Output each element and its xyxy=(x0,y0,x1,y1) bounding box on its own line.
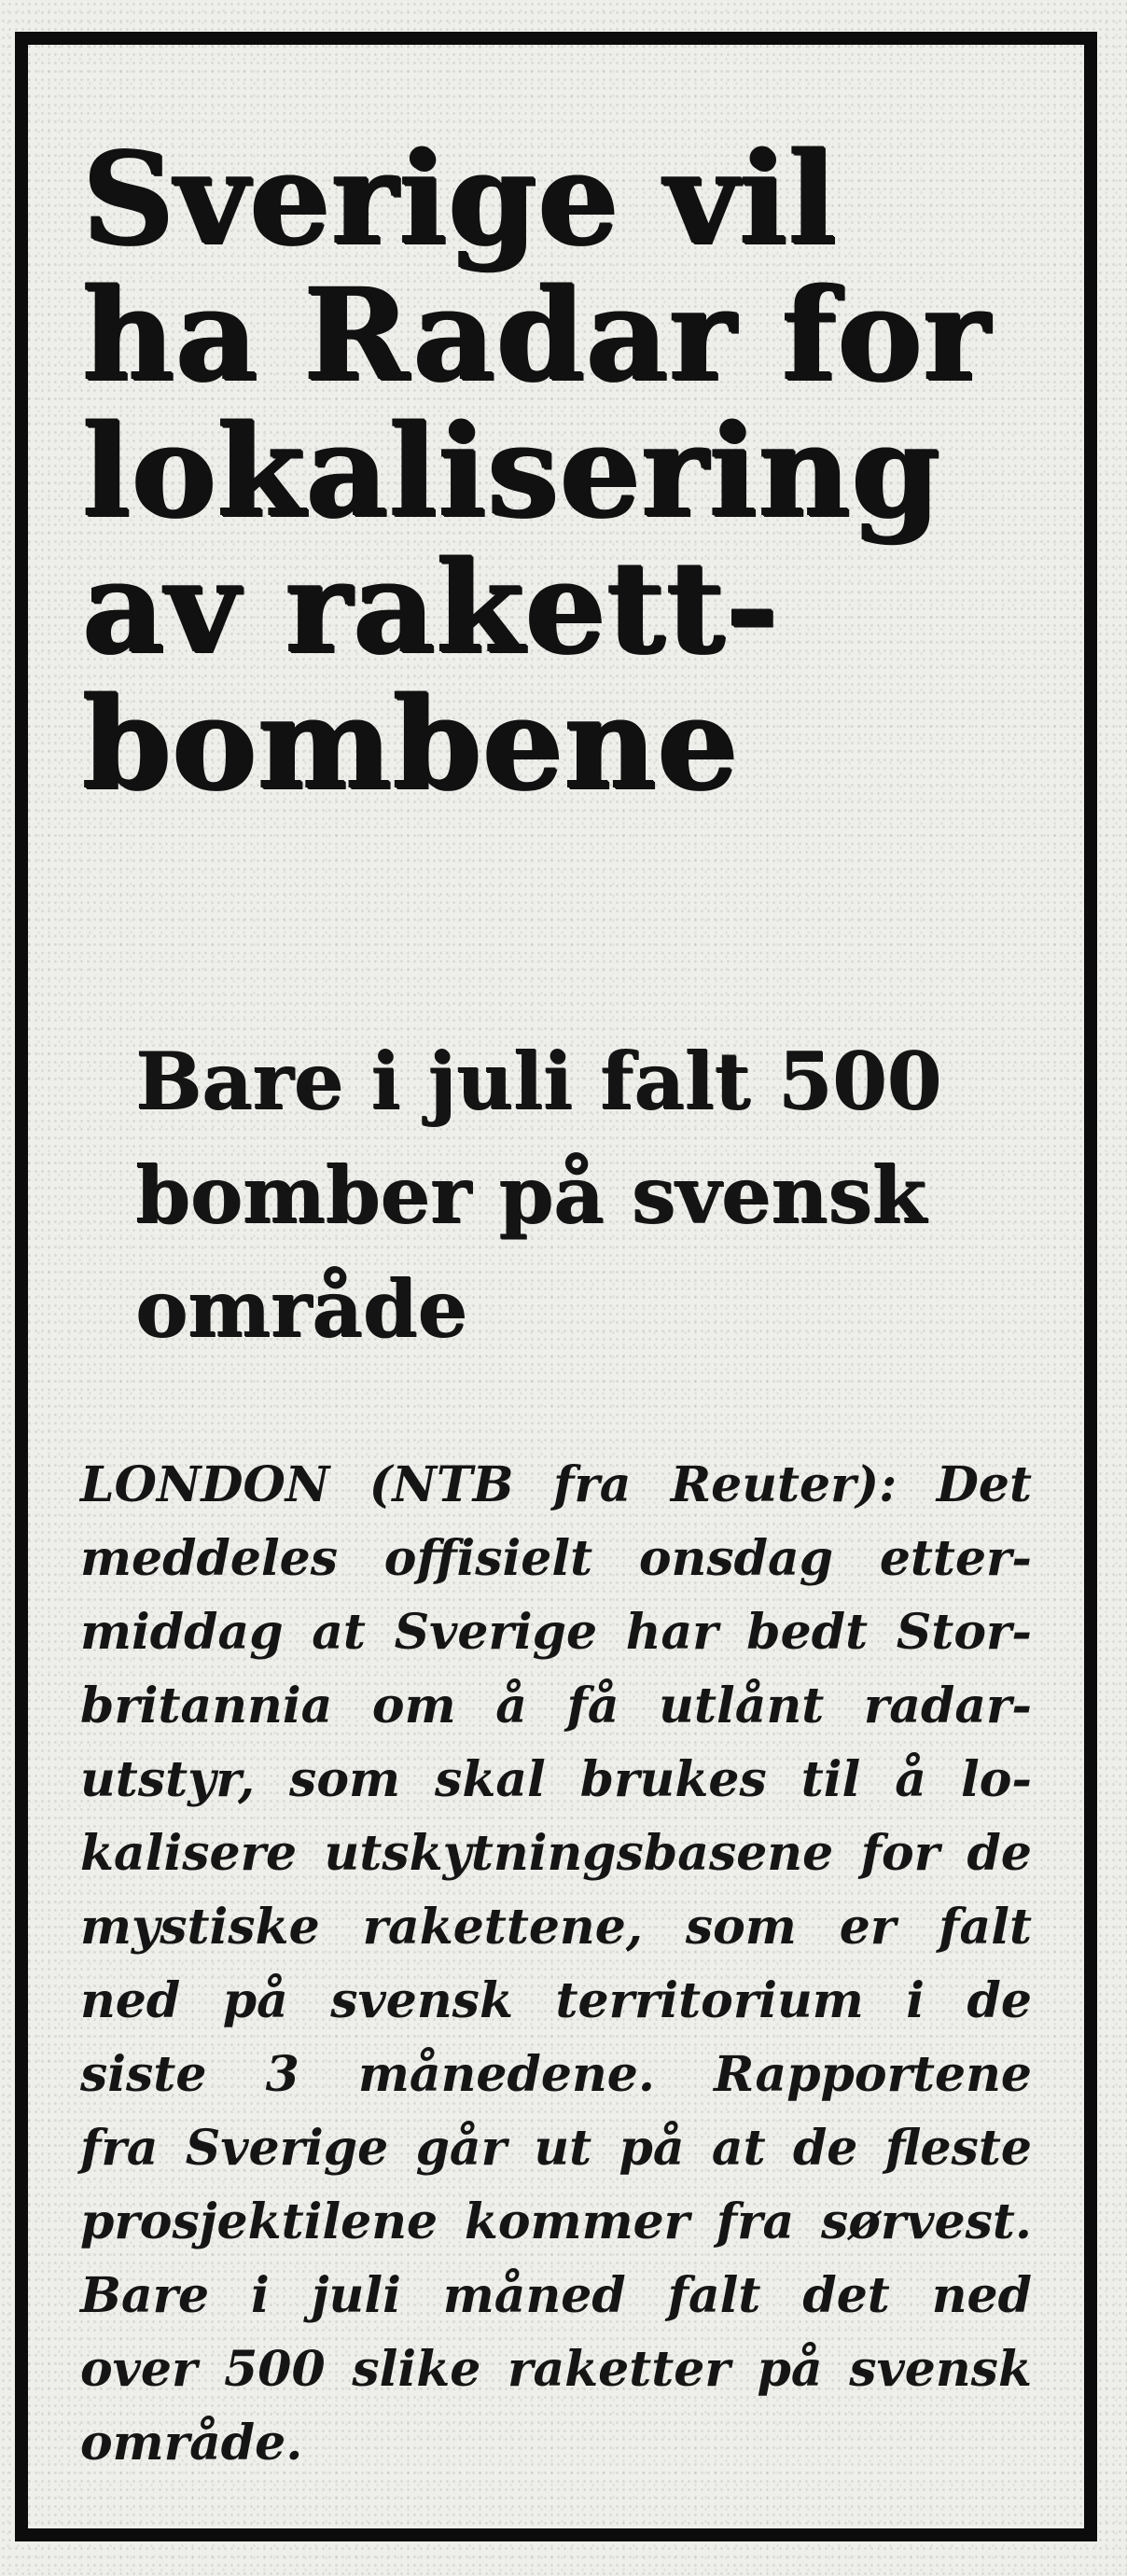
subheadline-line: Bare i juli falt 500 xyxy=(135,1035,941,1127)
body-line: mystiske rakettene, som er falt xyxy=(80,1899,1032,1956)
body-line: prosjektilene kommer fra sørvest. xyxy=(80,2193,1032,2250)
body-line: ned på svensk territorium i de xyxy=(80,1972,1032,2029)
body-line: over 500 slike raketter på svensk xyxy=(80,2341,1032,2398)
body-line: Bare i juli måned falt det ned xyxy=(80,2267,1032,2324)
subheadline xyxy=(135,1024,1012,1366)
subheadline-line: bomber på svensk xyxy=(135,1149,926,1241)
article-body xyxy=(80,1448,1032,2480)
headline-line: bombene xyxy=(82,669,739,818)
body-line: område. xyxy=(80,2415,303,2472)
headline xyxy=(82,124,1062,818)
body-line: utstyr, som skal brukes til å lo- xyxy=(80,1751,1032,1808)
headline-line: Sverige vil xyxy=(82,124,838,273)
body-line: fra Sverige går ut på at de fleste xyxy=(80,2120,1032,2177)
body-line: siste 3 månedene. Rapportene xyxy=(80,2046,1032,2103)
headline-line: ha Radar for xyxy=(82,260,991,410)
headline-line: av rakett- xyxy=(82,533,780,682)
body-line: middag at Sverige har bedt Stor- xyxy=(80,1604,1032,1661)
body-line: meddeles offisielt onsdag etter- xyxy=(80,1530,1032,1587)
body-line: LONDON (NTB fra Reuter): Det xyxy=(80,1456,1032,1513)
body-line: kalisere utskytningsbasene for de xyxy=(80,1825,1032,1882)
body-line: britannia om å få utlånt radar- xyxy=(80,1678,1032,1734)
subheadline-line: område xyxy=(135,1262,467,1355)
headline-line: lokalisering xyxy=(82,397,941,546)
